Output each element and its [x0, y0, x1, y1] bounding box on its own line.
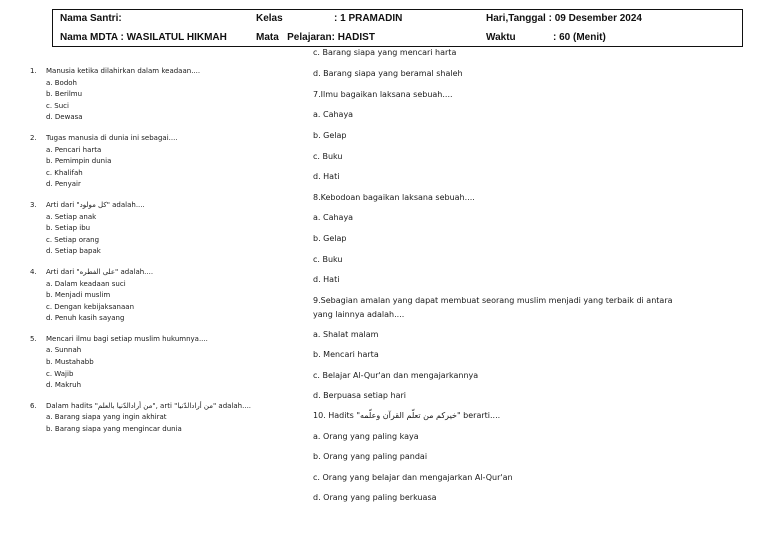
- date-field: Hari,Tanggal : 09 Desember 2024: [486, 13, 642, 24]
- exam-header: [52, 9, 743, 47]
- option-line: d. Orang yang paling berkuasa: [313, 493, 437, 502]
- subject-field: Mata Pelajaran: HADIST: [256, 32, 375, 43]
- time-label: Waktu: [486, 32, 516, 43]
- option-line: c. Buku: [313, 255, 343, 264]
- option: b. Setiap ibu: [46, 224, 91, 233]
- santri-name-label: Nama Santri:: [60, 13, 122, 24]
- question-text: Manusia ketika dilahirkan dalam keadaan....: [46, 67, 201, 75]
- option: d. Makruh: [46, 381, 82, 390]
- question-text: Mencari ilmu bagi setiap muslim hukumnya....: [46, 334, 208, 343]
- option: b. Barang siapa yang mengincar dunia: [46, 425, 182, 434]
- option: b. Menjadi muslim: [46, 291, 111, 300]
- option-line: b. Orang yang paling pandai: [313, 452, 428, 461]
- option-line: a. Cahaya: [313, 110, 354, 119]
- option: d. Penuh kasih sayang: [46, 314, 125, 323]
- mdta-name: Nama MDTA : WASILATUL HIKMAH: [60, 32, 227, 43]
- option: c. Khalifah: [46, 168, 83, 177]
- question-6: [30, 401, 300, 436]
- question-1: [30, 66, 300, 124]
- option-line: b. Gelap: [313, 131, 347, 140]
- option-line: b. Mencari harta: [313, 350, 379, 359]
- option: a. Bodoh: [46, 78, 77, 87]
- question-number: 3.: [30, 200, 37, 209]
- question-number: 4.: [30, 267, 37, 276]
- kelas-label: Kelas: [256, 13, 283, 24]
- option: c. Setiap orang: [46, 235, 100, 244]
- option: d. Setiap bapak: [46, 247, 101, 256]
- question-8-text: 8.Kebodoan bagaikan laksana sebuah....: [313, 193, 475, 202]
- question-7-text: 7.Ilmu bagaikan laksana sebuah....: [313, 90, 453, 99]
- option-line: a. Shalat malam: [313, 330, 379, 339]
- kelas-value: : 1 PRAMADIN: [334, 13, 403, 24]
- question-2: [30, 133, 300, 191]
- option: b. Pemimpin dunia: [46, 157, 112, 166]
- time-value: : 60 (Menit): [553, 32, 606, 43]
- option: c. Suci: [46, 101, 69, 110]
- question-5: [30, 334, 300, 392]
- option: a. Pencari harta: [46, 145, 102, 154]
- option-line: a. Cahaya: [313, 213, 354, 222]
- option: c. Dengan kebijaksanaan: [46, 302, 135, 311]
- question-text: Dalam hadits "من أرادالدّنيا بالعلم", arti "من أرادالدّنيا" adalah....: [46, 401, 252, 410]
- option-line: b. Gelap: [313, 234, 347, 243]
- question-text: Arti dari "على الفطره" adalah....: [46, 267, 154, 276]
- option-line: a. Orang yang paling kaya: [313, 432, 419, 441]
- option-line: d. Berpuasa setiap hari: [313, 391, 406, 400]
- question-text: Arti dari "كل مولود" adalah....: [46, 200, 145, 209]
- question-10-text: 10. Hadits "خيركم من تعلّم القرآن وعلّمه" berarti....: [313, 411, 501, 420]
- option: b. Berilmu: [46, 90, 83, 99]
- option: a. Setiap anak: [46, 212, 97, 221]
- option: a. Sunnah: [46, 346, 82, 355]
- option: d. Dewasa: [46, 113, 83, 122]
- question-9-text: 9.Sebagian amalan yang dapat membuat seorang muslim menjadi yang terbaik di antara yang lainnya adalah....: [313, 296, 673, 319]
- option-line: d. Hati: [313, 275, 340, 284]
- question-number: 6.: [30, 401, 37, 410]
- question-number: 5.: [30, 334, 37, 343]
- option-line: c. Barang siapa yang mencari harta: [313, 48, 457, 57]
- option-line: d. Hati: [313, 172, 340, 181]
- left-question-column: [30, 66, 300, 436]
- question-4: [30, 267, 300, 325]
- option: c. Wajib: [46, 369, 74, 378]
- option: a. Dalam keadaan suci: [46, 279, 126, 288]
- question-number: 2.: [30, 133, 37, 142]
- option-line: d. Barang siapa yang beramal shaleh: [313, 69, 463, 78]
- option-line: c. Orang yang belajar dan mengajarkan Al-Qur'an: [313, 473, 513, 482]
- question-3: [30, 200, 300, 258]
- option: b. Mustahabb: [46, 358, 94, 367]
- question-text: Tugas manusia di dunia ini sebagai....: [46, 133, 178, 142]
- option-line: c. Belajar Al-Qur'an dan mengajarkannya: [313, 371, 479, 380]
- option-line: c. Buku: [313, 152, 343, 161]
- option: d. Penyair: [46, 180, 81, 189]
- question-number: 1.: [30, 67, 37, 75]
- option: a. Barang siapa yang ingin akhirat: [46, 413, 167, 422]
